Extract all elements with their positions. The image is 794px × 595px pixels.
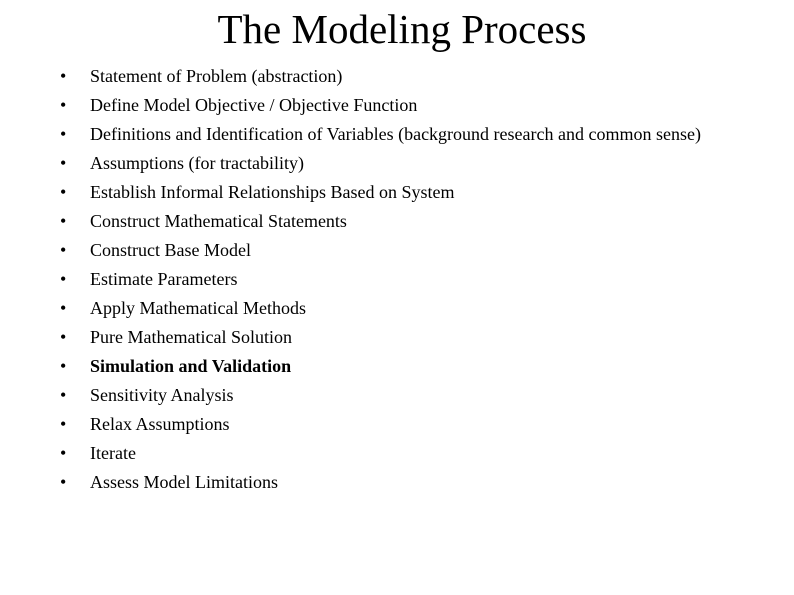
bullet-icon: • [60, 211, 67, 231]
list-item-text: Estimate Parameters [90, 269, 238, 289]
list-item [60, 470, 740, 494]
list-item-text: Construct Base Model [90, 240, 251, 260]
list-item-text: Apply Mathematical Methods [90, 298, 306, 318]
list-item-text: Establish Informal Relationships Based on System [90, 182, 455, 202]
list-item [60, 93, 740, 117]
slide-title: The Modeling Process [217, 6, 587, 52]
list-item [60, 151, 740, 175]
list-item-text: Simulation and Validation [90, 356, 292, 376]
list-item-text: Assess Model Limitations [90, 472, 278, 492]
list-item [60, 441, 740, 465]
list-item-text: Assumptions (for tractability) [90, 153, 304, 173]
list-item [60, 383, 740, 407]
bullet-icon: • [60, 472, 67, 492]
list-item [60, 296, 740, 320]
bullet-icon: • [60, 269, 67, 289]
list-item [60, 64, 740, 88]
list-item [60, 238, 740, 262]
list-item [60, 267, 740, 291]
bullet-list [60, 64, 740, 499]
bullet-icon: • [60, 240, 67, 260]
bullet-icon: • [60, 443, 67, 463]
list-item-text: Relax Assumptions [90, 414, 230, 434]
list-item [60, 180, 740, 204]
bullet-icon: • [60, 298, 67, 318]
bullet-icon: • [60, 95, 67, 115]
list-item [60, 412, 740, 436]
bullet-icon: • [60, 66, 67, 86]
list-item-text: Pure Mathematical Solution [90, 327, 292, 347]
list-item-text: Construct Mathematical Statements [90, 211, 347, 231]
bullet-icon: • [60, 414, 67, 434]
bullet-icon: • [60, 153, 67, 173]
list-item-text: Sensitivity Analysis [90, 385, 234, 405]
bullet-icon: • [60, 385, 67, 405]
list-item [60, 209, 740, 233]
bullet-icon: • [60, 182, 67, 202]
list-item-text: Statement of Problem (abstraction) [90, 66, 343, 86]
list-item [60, 122, 740, 146]
list-item-text: Definitions and Identification of Variables (background research and common sense) [90, 124, 701, 144]
bullet-icon: • [60, 356, 67, 376]
list-item [60, 354, 740, 378]
bullet-icon: • [60, 124, 67, 144]
list-item-text: Define Model Objective / Objective Function [90, 95, 418, 115]
list-item [60, 325, 740, 349]
list-item-text: Iterate [90, 443, 136, 463]
bullet-icon: • [60, 327, 67, 347]
